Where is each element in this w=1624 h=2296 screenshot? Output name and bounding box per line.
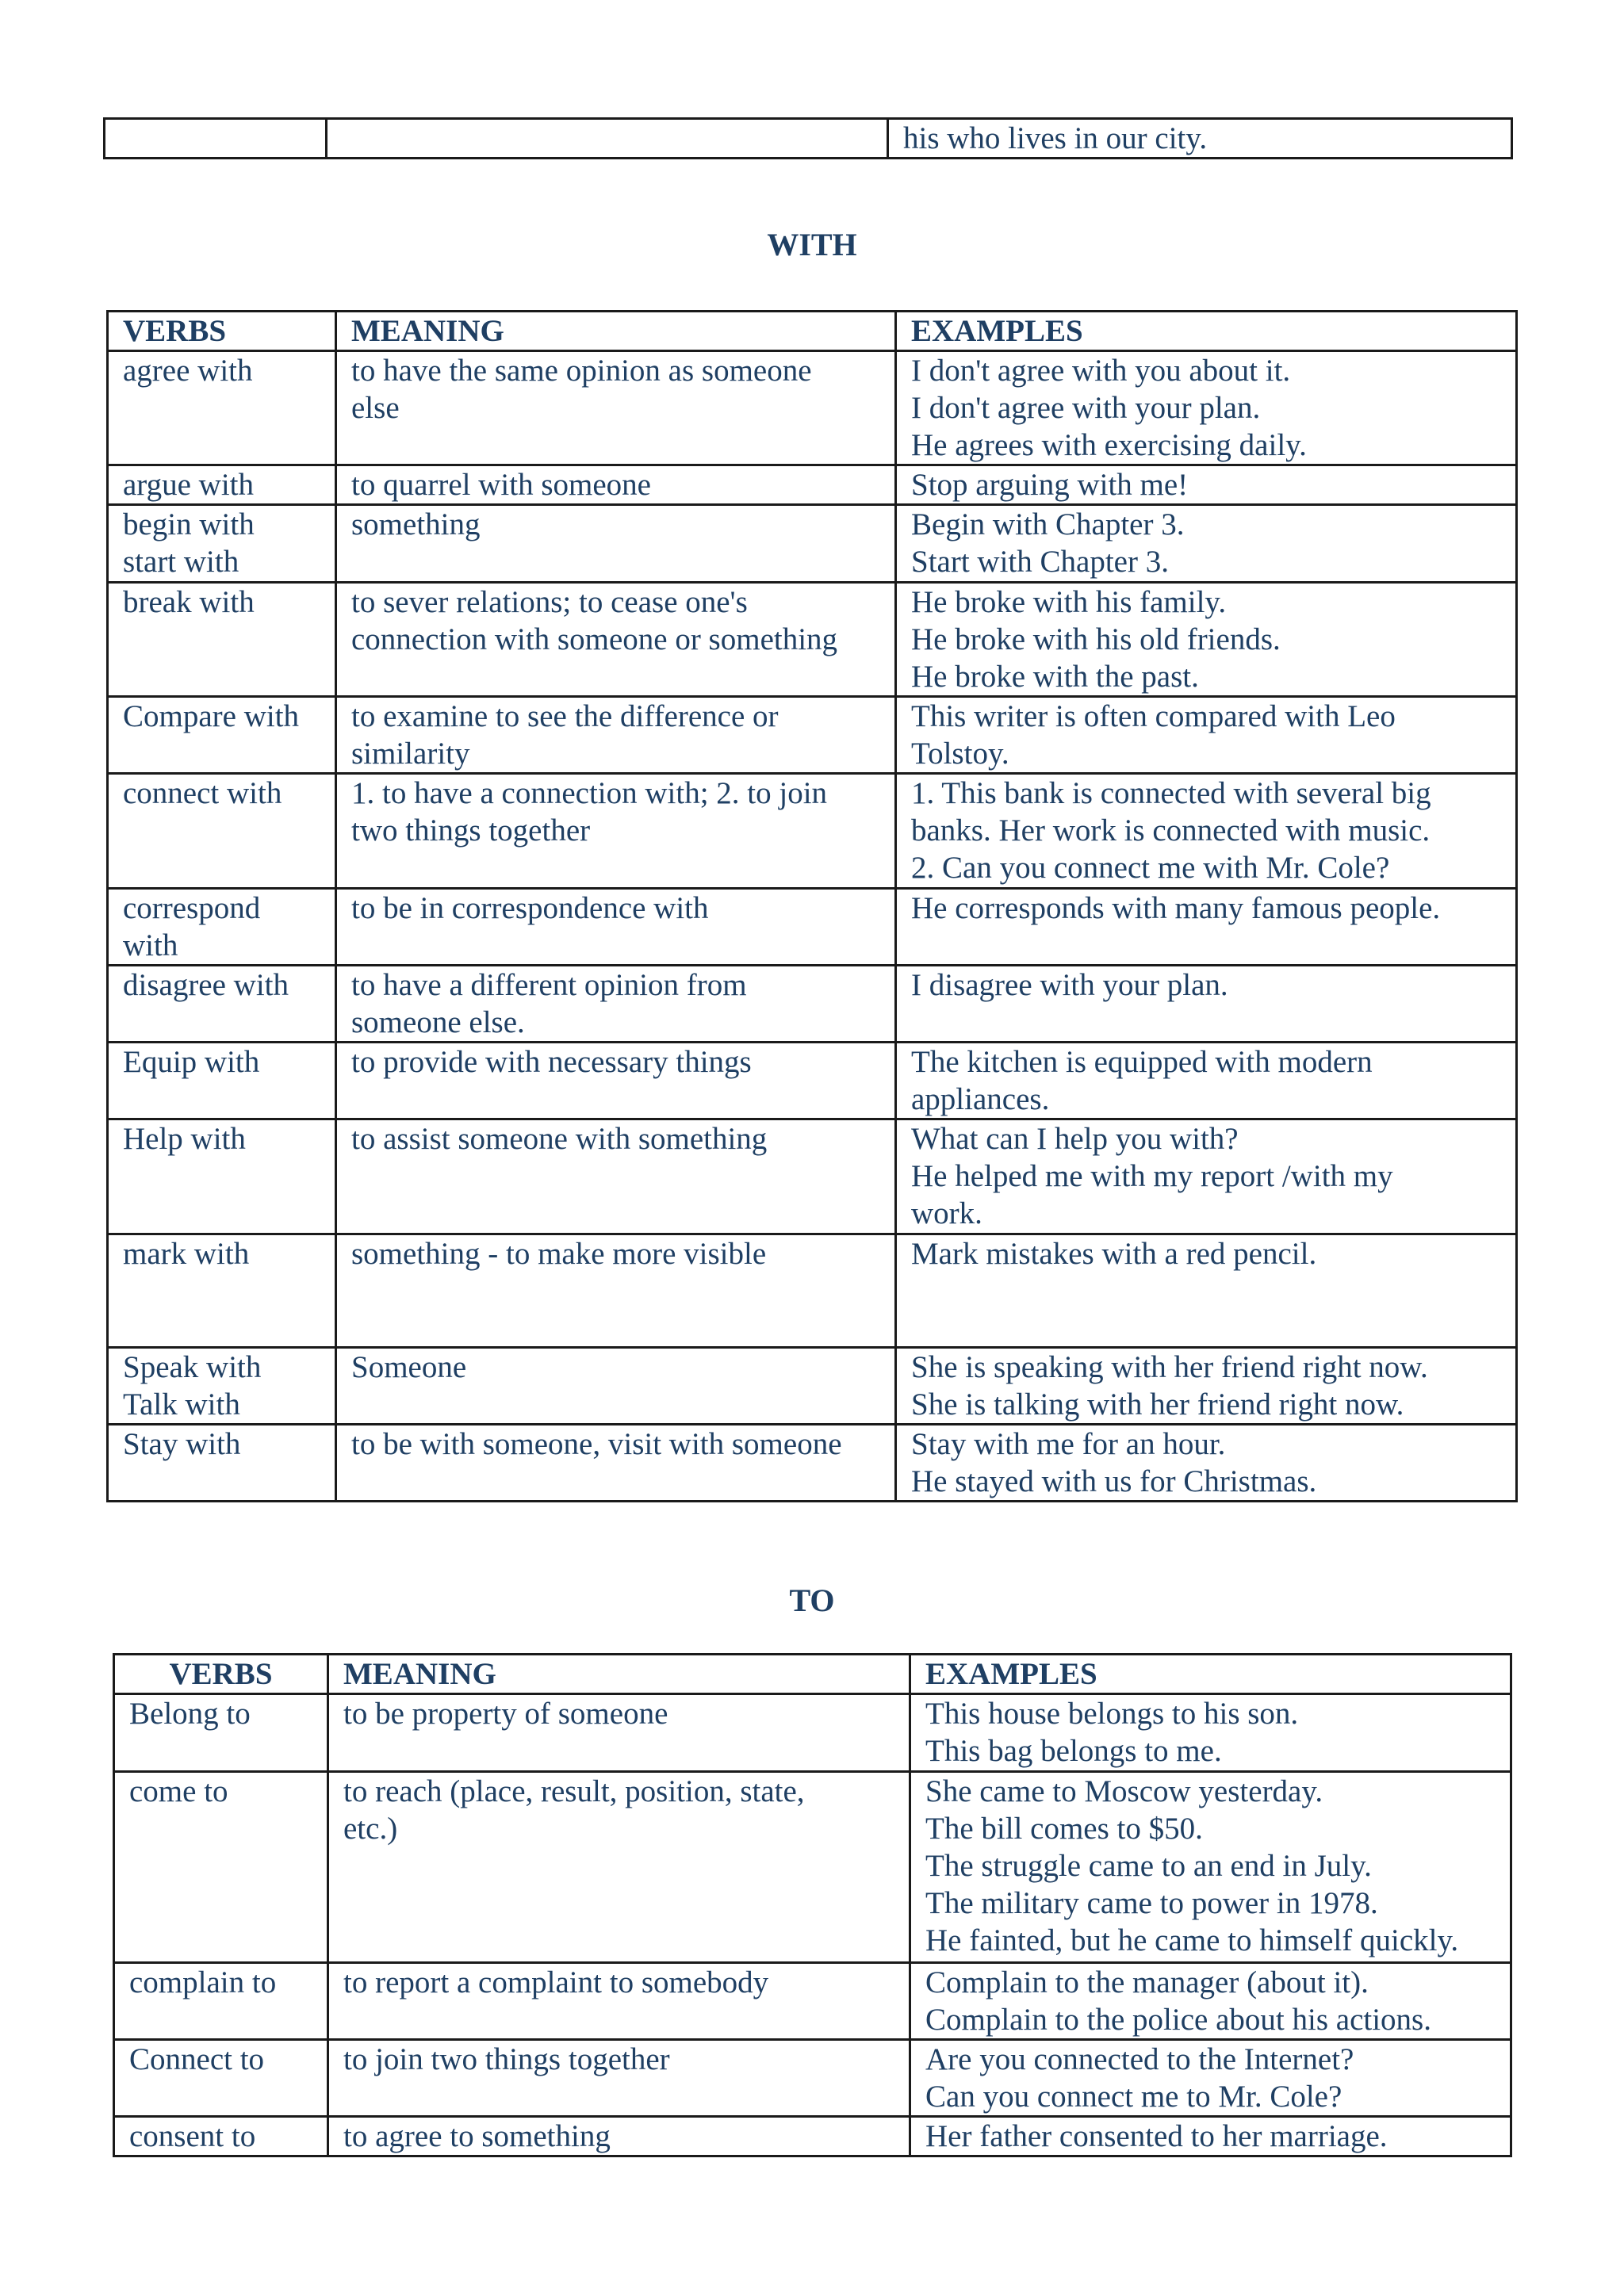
verb-cell-line: Stay with — [123, 1427, 241, 1461]
verb-cell — [108, 583, 336, 697]
verb-cell — [108, 774, 336, 889]
verb-cell-line: disagree with — [123, 968, 289, 1002]
verb-cell-line: come to — [129, 1774, 228, 1808]
examples-cell-line: The bill comes to $50. — [925, 1812, 1203, 1846]
examples-cell-line: Mark mistakes with a red pencil. — [911, 1237, 1317, 1271]
verb-cell-line: agree with — [123, 354, 253, 388]
examples-cell-line: He corresponds with many famous people. — [911, 891, 1441, 925]
verb-cell — [105, 119, 327, 159]
meaning-cell — [336, 1234, 896, 1348]
examples-cell — [896, 1234, 1517, 1348]
examples-cell-line: She came to Moscow yesterday. — [925, 1774, 1323, 1808]
verb-cell — [108, 1119, 336, 1234]
table-row — [108, 774, 1517, 889]
examples-cell-line: I don't agree with your plan. — [911, 391, 1261, 425]
examples-cell — [896, 697, 1517, 774]
meaning-cell — [336, 889, 896, 966]
header-verbs: VERBS — [114, 1655, 328, 1694]
verb-cell — [108, 1348, 336, 1425]
examples-cell-line: She is speaking with her friend right now. — [911, 1350, 1428, 1384]
examples-cell-line: Begin with Chapter 3. — [911, 507, 1185, 541]
verb-cell — [114, 1963, 328, 2040]
table-row — [105, 119, 1512, 159]
examples-cell — [910, 2040, 1511, 2117]
examples-cell — [910, 1694, 1511, 1772]
examples-cell-line: Can you connect me to Mr. Cole? — [925, 2080, 1342, 2114]
meaning-cell — [328, 1694, 910, 1772]
meaning-cell — [336, 465, 896, 505]
continued-table — [103, 117, 1513, 159]
verb-cell — [108, 1425, 336, 1502]
examples-cell-line: This writer is often compared with Leo — [911, 699, 1396, 733]
table-row — [108, 351, 1517, 465]
verb-cell-line: Equip with — [123, 1045, 260, 1079]
meaning-cell-line: to have a different opinion from — [351, 968, 747, 1002]
examples-cell-line: Stop arguing with me! — [911, 468, 1189, 502]
meaning-cell — [328, 2117, 910, 2156]
table-row — [114, 2040, 1511, 2117]
table-row — [108, 465, 1517, 505]
meaning-cell-line: to be in correspondence with — [351, 891, 709, 925]
meaning-cell-line: to have the same opinion as someone — [351, 354, 812, 388]
table-row — [108, 697, 1517, 774]
meaning-cell — [336, 774, 896, 889]
table-row — [108, 1425, 1517, 1502]
meaning-cell — [327, 119, 888, 159]
examples-cell-line: work. — [911, 1196, 982, 1230]
examples-cell-line: Start with Chapter 3. — [911, 545, 1169, 579]
meaning-cell — [336, 697, 896, 774]
examples-cell — [896, 1043, 1517, 1119]
meaning-cell-line: something — [351, 507, 481, 541]
meaning-cell — [336, 505, 896, 583]
meaning-cell — [336, 966, 896, 1043]
meaning-cell-line: to reach (place, result, position, state, — [343, 1774, 805, 1808]
examples-cell-line: He helped me with my report /with my — [911, 1159, 1393, 1193]
meaning-cell-line: to provide with necessary things — [351, 1045, 752, 1079]
table-row — [114, 2117, 1511, 2156]
examples-cell-line: Stay with me for an hour. — [911, 1427, 1226, 1461]
table-row — [108, 505, 1517, 583]
meaning-cell-line: to agree to something — [343, 2119, 611, 2153]
verb-cell — [108, 966, 336, 1043]
examples-cell-line: He broke with his old friends. — [911, 622, 1281, 656]
table-row — [108, 889, 1517, 966]
meaning-cell-line: to be property of someone — [343, 1697, 668, 1731]
verb-cell — [108, 889, 336, 966]
to-verbs-table — [113, 1653, 1512, 2157]
meaning-cell-line: to assist someone with something — [351, 1122, 768, 1156]
examples-cell — [896, 966, 1517, 1043]
verb-cell — [108, 697, 336, 774]
examples-cell — [910, 1772, 1511, 1963]
meaning-cell-line: to be with someone, visit with someone — [351, 1427, 842, 1461]
verb-cell-line: Talk with — [123, 1387, 240, 1422]
examples-cell — [896, 505, 1517, 583]
examples-cell-line: This bag belongs to me. — [925, 1734, 1222, 1768]
meaning-cell-line: to examine to see the difference or — [351, 699, 779, 733]
examples-cell-line: Her father consented to her marriage. — [925, 2119, 1388, 2153]
meaning-cell-line: something - to make more visible — [351, 1237, 767, 1271]
examples-cell-line: He stayed with us for Christmas. — [911, 1464, 1317, 1498]
table-row — [114, 1963, 1511, 2040]
table-row — [114, 1772, 1511, 1963]
section-title-to: TO — [789, 1582, 835, 1618]
examples-cell-line: I disagree with your plan. — [911, 968, 1228, 1002]
meaning-cell — [336, 1425, 896, 1502]
meaning-cell — [328, 1963, 910, 2040]
verb-cell — [108, 505, 336, 583]
examples-cell-line: Are you connected to the Internet? — [925, 2042, 1354, 2076]
examples-cell-line: He broke with his family. — [911, 585, 1227, 619]
examples-cell-line: banks. Her work is connected with music. — [911, 813, 1431, 848]
table-header-row — [114, 1655, 1511, 1694]
examples-cell-line: She is talking with her friend right now. — [911, 1387, 1404, 1422]
verb-cell — [114, 2040, 328, 2117]
meaning-cell-line: to quarrel with someone — [351, 468, 651, 502]
meaning-cell — [336, 1043, 896, 1119]
header-meaning: MEANING — [328, 1655, 910, 1694]
meaning-cell — [328, 2040, 910, 2117]
meaning-cell-line: to sever relations; to cease one's — [351, 585, 748, 619]
meaning-cell-line: Someone — [351, 1350, 467, 1384]
table-row — [108, 1119, 1517, 1234]
verb-cell — [114, 1772, 328, 1963]
examples-cell-line: Complain to the manager (about it). — [925, 1965, 1369, 1999]
verb-cell-line: connect with — [123, 776, 282, 810]
examples-cell-line: He agrees with exercising daily. — [911, 428, 1307, 462]
examples-cell-line: The struggle came to an end in July. — [925, 1849, 1372, 1883]
meaning-cell-line: someone else. — [351, 1005, 525, 1039]
meaning-cell-line: else — [351, 391, 400, 425]
examples-cell-line: his who lives in our city. — [903, 121, 1208, 155]
examples-cell-line: I don't agree with you about it. — [911, 354, 1291, 388]
examples-cell-line: The kitchen is equipped with modern — [911, 1045, 1373, 1079]
header-verbs: VERBS — [108, 312, 336, 351]
verb-cell-line: Help with — [123, 1122, 246, 1156]
table-row — [108, 1234, 1517, 1348]
table-row — [108, 966, 1517, 1043]
examples-cell — [910, 1963, 1511, 2040]
verb-cell — [114, 1694, 328, 1772]
verb-cell-line: argue with — [123, 468, 254, 502]
verb-cell-line: break with — [123, 585, 255, 619]
examples-cell-line: What can I help you with? — [911, 1122, 1239, 1156]
examples-cell — [896, 889, 1517, 966]
header-meaning: MEANING — [336, 312, 896, 351]
verb-cell-line: begin with — [123, 507, 255, 541]
examples-cell — [896, 1425, 1517, 1502]
verb-cell-line: Connect to — [129, 2042, 265, 2076]
examples-cell-line: The military came to power in 1978. — [925, 1886, 1378, 1920]
verb-cell — [108, 1234, 336, 1348]
table-row — [108, 1348, 1517, 1425]
meaning-cell — [336, 583, 896, 697]
verb-cell-line: complain to — [129, 1965, 277, 1999]
to-table-body — [114, 1694, 1511, 2156]
meaning-cell-line: 1. to have a connection with; 2. to join — [351, 776, 828, 810]
verb-cell-line: start with — [123, 545, 239, 579]
verb-cell — [108, 1043, 336, 1119]
meaning-cell-line: connection with someone or something — [351, 622, 838, 656]
section-title-with: WITH — [767, 227, 857, 262]
examples-cell — [896, 583, 1517, 697]
verb-cell-line: consent to — [129, 2119, 256, 2153]
verb-cell-line: Speak with — [123, 1350, 262, 1384]
examples-cell — [896, 465, 1517, 505]
examples-cell — [910, 2117, 1511, 2156]
meaning-cell-line: similarity — [351, 737, 470, 771]
table-header-row — [108, 312, 1517, 351]
verb-cell-line: mark with — [123, 1237, 250, 1271]
continued-table-body — [105, 119, 1512, 159]
meaning-cell-line: to join two things together — [343, 2042, 670, 2076]
meaning-cell-line: two things together — [351, 813, 591, 848]
table-row — [114, 1694, 1511, 1772]
verb-cell-line: with — [123, 928, 178, 962]
examples-cell — [888, 119, 1512, 159]
examples-cell-line: Tolstoy. — [911, 737, 1009, 771]
with-verbs-table — [106, 310, 1518, 1502]
examples-cell — [896, 1348, 1517, 1425]
with-table-body — [108, 351, 1517, 1502]
examples-cell-line: appliances. — [911, 1082, 1050, 1116]
examples-cell-line: He fainted, but he came to himself quickly. — [925, 1923, 1459, 1957]
meaning-cell — [336, 1348, 896, 1425]
meaning-cell — [336, 351, 896, 465]
examples-cell — [896, 1119, 1517, 1234]
verb-cell-line: Belong to — [129, 1697, 251, 1731]
table-row — [108, 583, 1517, 697]
verb-cell-line: Compare with — [123, 699, 300, 733]
meaning-cell-line: to report a complaint to somebody — [343, 1965, 769, 1999]
examples-cell-line: Complain to the police about his actions. — [925, 2003, 1431, 2037]
examples-cell — [896, 351, 1517, 465]
examples-cell-line: 2. Can you connect me with Mr. Cole? — [911, 851, 1390, 885]
examples-cell — [896, 774, 1517, 889]
examples-cell-line: He broke with the past. — [911, 660, 1199, 694]
verb-cell-line: correspond — [123, 891, 261, 925]
header-examples: EXAMPLES — [910, 1655, 1511, 1694]
verb-cell — [114, 2117, 328, 2156]
table-row — [108, 1043, 1517, 1119]
verb-cell — [108, 351, 336, 465]
verb-cell — [108, 465, 336, 505]
examples-cell-line: 1. This bank is connected with several big — [911, 776, 1431, 810]
header-examples: EXAMPLES — [896, 312, 1517, 351]
meaning-cell — [328, 1772, 910, 1963]
meaning-cell — [336, 1119, 896, 1234]
examples-cell-line: This house belongs to his son. — [925, 1697, 1299, 1731]
meaning-cell-line: etc.) — [343, 1812, 398, 1846]
